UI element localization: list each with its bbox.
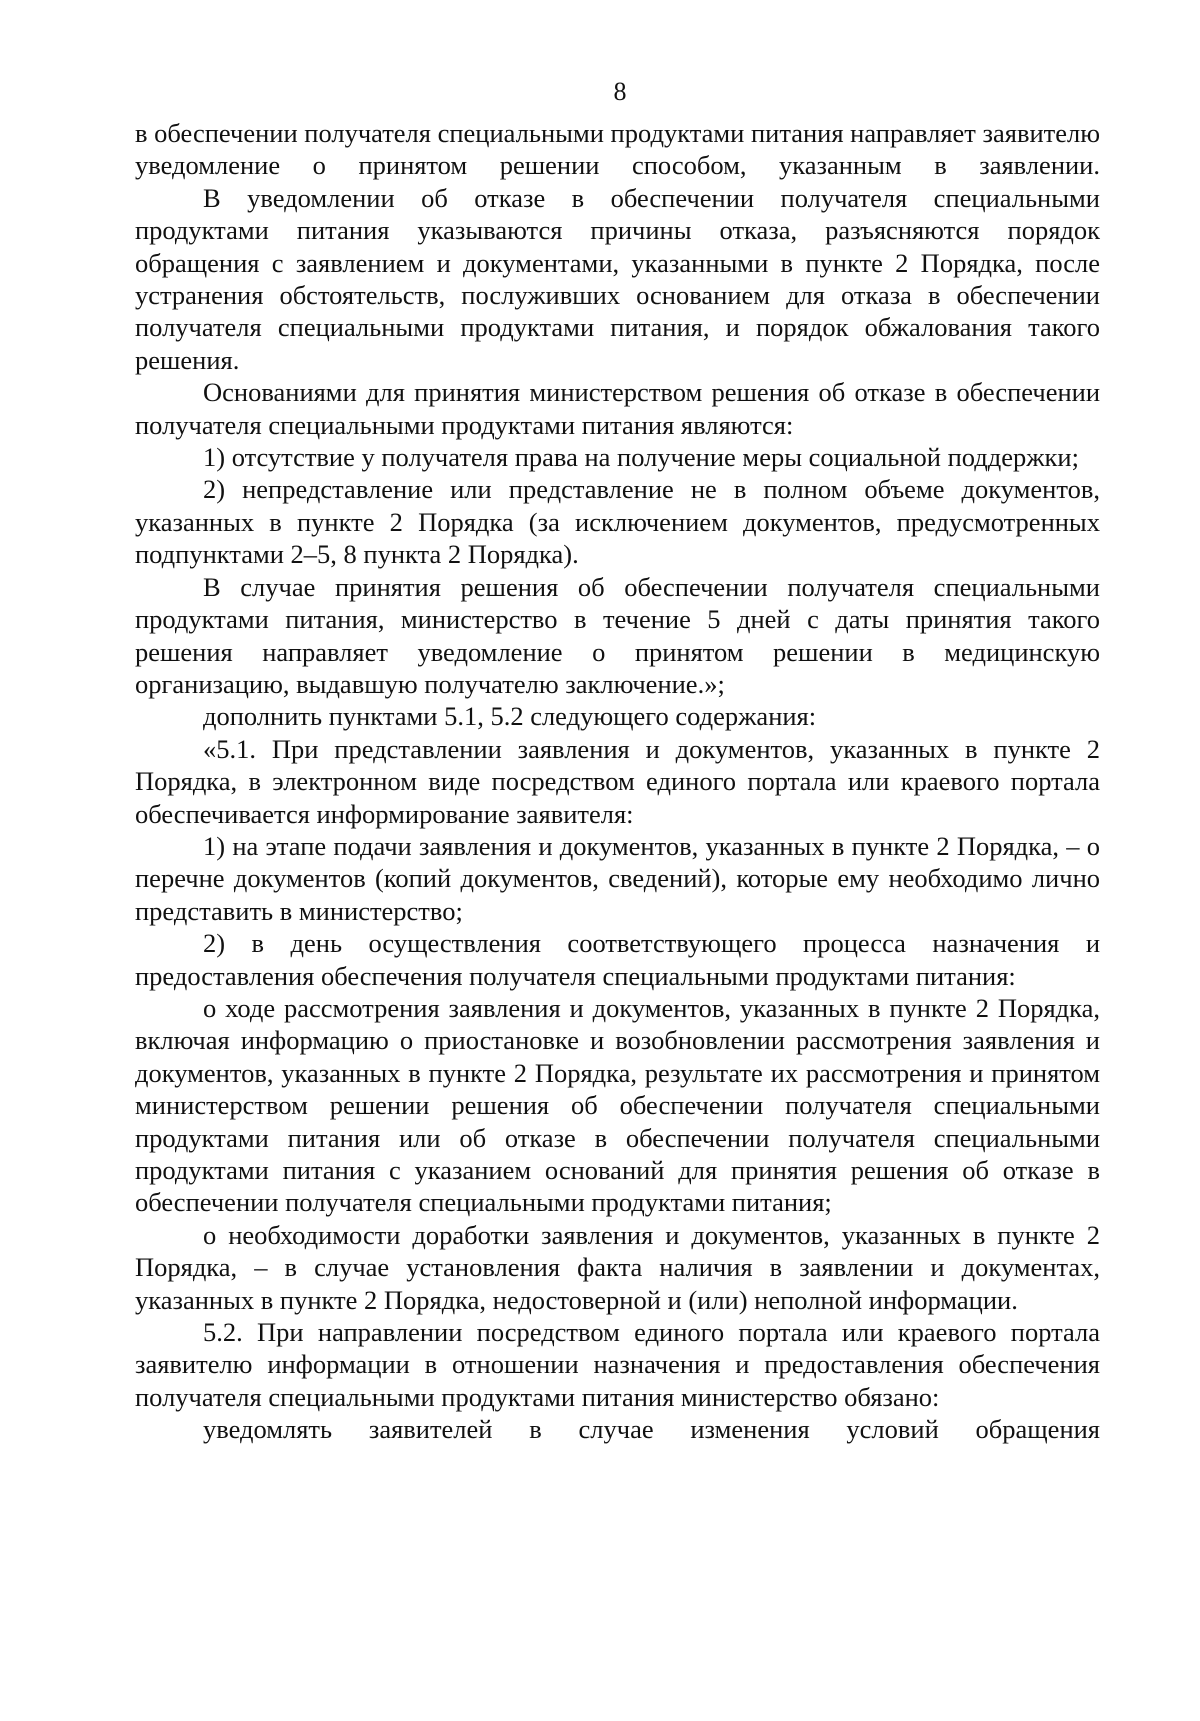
paragraph-4: 1) отсутствие у получателя права на получение меры социальной поддержки;	[203, 442, 1079, 473]
page-number: 8	[613, 77, 627, 106]
paragraph-14: уведомлять заявителей в случае изменения условий обращения	[203, 1414, 1100, 1445]
paragraph-8: «5.1. При представлении заявления и документов, указанных в пункте 2 Порядка, в электронном виде посредством единого портала или краевого портала обеспечивается информирование заявителя:	[135, 733, 1100, 829]
paragraph-9: 1) на этапе подачи заявления и документов, указанных в пункте 2 Порядка, – о перечне документов (копий документов, сведений), которые ему необходимо лично представить в министерство;	[135, 830, 1101, 926]
paragraph-7: дополнить пунктами 5.1, 5.2 следующего содержания:	[203, 701, 817, 732]
paragraph-12: о необходимости доработки заявления и документов, указанных в пункте 2 Порядка, – в случае установления факта наличия в заявлении и документах, указанных в пункте 2 Порядка, недостоверной и (или) неполной информации.	[135, 1219, 1100, 1315]
paragraph-2: В уведомлении об отказе в обеспечении получателя специальными продуктами питания указываются причины отказа, разъясняются порядок обращения с заявлением и документами, указанными в пункте 2 Порядка, после устранения обстоятельств, послуживших основанием для отказа в обеспечении получателя специальными продуктами питания, и порядок обжалования такого решения.	[135, 182, 1100, 375]
paragraph-3: Основаниями для принятия министерством решения об отказе в обеспечении получателя специальными продуктами питания являются:	[135, 377, 1100, 440]
paragraph-6: В случае принятия решения об обеспечении получателя специальными продуктами питания, министерство в течение 5 дней с даты принятия такого решения направляет уведомление о принятом решении в медицинскую организацию, выдавшую получателю заключение.»;	[135, 571, 1100, 699]
paragraph-10: 2) в день осуществления соответствующего процесса назначения и предоставления обеспечения получателя специальными продуктами питания:	[135, 928, 1101, 991]
document-body	[135, 117, 1100, 1446]
paragraph-1: в обеспечении получателя специальными продуктами питания направляет заявителю уведомление о принятом решении способом, указанным в заявлении.	[135, 118, 1101, 181]
paragraph-13: 5.2. При направлении посредством единого портала или краевого портала заявителю информации в отношении назначения и предоставления обеспечения получателя специальными продуктами питания министерство обязано:	[135, 1317, 1100, 1412]
paragraph-5: 2) непредставление или представление не в полном объеме документов, указанных в пункте 2 Порядка (за исключением документов, предусмотренных подпунктами 2–5, 8 пункта 2 Порядка).	[135, 474, 1100, 570]
paragraph-11: о ходе рассмотрения заявления и документов, указанных в пункте 2 Порядка, включая информацию о приостановке и возобновлении рассмотрения заявления и документов, указанных в пункте 2 Порядка, результате их рассмотрения и принятом министерством решении решения об обеспечении получателя специальными продуктами питания или об отказе в обеспечении получателя специальными продуктами питания с указанием оснований для принятия решения об отказе в обеспечении получателя специальными продуктами питания;	[135, 992, 1101, 1218]
